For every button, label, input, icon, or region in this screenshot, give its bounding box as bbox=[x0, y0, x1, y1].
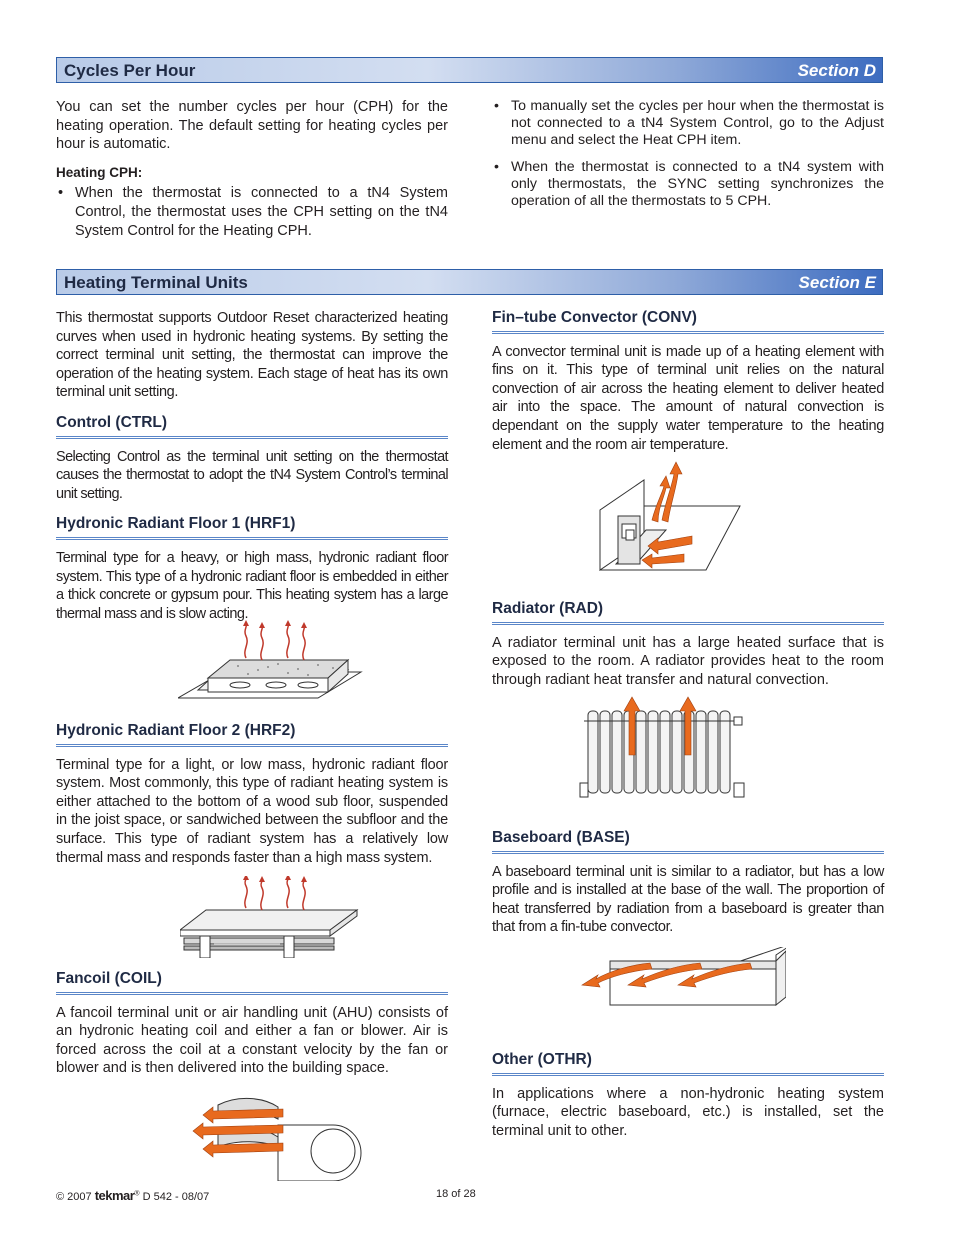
ctrl-text: Selecting Control as the terminal unit setting on the thermostat causes the thermostat to adopt the tN4 System Control’s terminal unit setting. bbox=[56, 448, 448, 502]
section-e-title: Heating Terminal Units bbox=[64, 273, 248, 292]
base-text: A baseboard terminal unit is similar to a radiator, but has a low profile and is installed at the base of the wall. The proportion of heat transferred by radiation from a baseboard is greater than that from a fin-tube convector. bbox=[492, 863, 884, 936]
section-e-left bbox=[56, 309, 448, 623]
section-d-left bbox=[56, 98, 448, 249]
list-item: • When the thermostat is connected to a tN4 System Control, the thermostat uses the CPH setting on the tN4 System Control for the Heating CPH. bbox=[56, 184, 448, 240]
terminal-intro: This thermostat supports Outdoor Reset characterized heating curves when used in hydronic heating systems. By setting the correct terminal unit setting, the thermostat can improve the operation of the heating system. Each stage of heat has its own terminal unit setting. bbox=[56, 310, 448, 401]
radiator-illustration bbox=[578, 695, 750, 803]
coil-heading: Fancoil (COIL) bbox=[56, 970, 448, 995]
copyright: © 2007 bbox=[56, 1191, 92, 1203]
section-d-label: Section D bbox=[797, 61, 876, 80]
ctrl-heading: Control (CTRL) bbox=[56, 414, 448, 439]
section-e-header bbox=[56, 269, 883, 295]
radiant-floor-light-illustration bbox=[180, 876, 360, 958]
cph-intro: You can set the number cycles per hour (CPH) for the heating operation. The default setting for heating cycles per hour is automatic. bbox=[56, 99, 448, 153]
section-d-header bbox=[56, 57, 883, 83]
convector-illustration bbox=[596, 460, 742, 572]
section-e-right bbox=[492, 309, 884, 454]
list-item: • When the thermostat is connected to a tN4 system with only thermostats, the SYNC setting synchronizes the operation of all the thermostats to 5 CPH. bbox=[492, 159, 884, 211]
cph-bullets-left bbox=[56, 184, 448, 240]
page-number: 18 of 28 bbox=[436, 1188, 476, 1200]
section-e-left-2 bbox=[56, 722, 448, 867]
othr-heading: Other (OTHR) bbox=[492, 1051, 884, 1076]
hrf2-heading: Hydronic Radiant Floor 2 (HRF2) bbox=[56, 722, 448, 747]
hrf2-text: Terminal type for a light, or low mass, hydronic radiant floor system. Most commonly, this type of radiant heating system is either attached to the bottom of a wood sub floor, suspended in the joist space, or sandwiched between the subfloor and the surface. This type of radiant system has a relatively low thermal mass and responds faster than a high mass system. bbox=[56, 756, 448, 866]
hrf1-heading: Hydronic Radiant Floor 1 (HRF1) bbox=[56, 515, 448, 540]
section-e-right-3 bbox=[492, 829, 884, 937]
section-e-right-4 bbox=[492, 1051, 884, 1140]
section-e-right-2 bbox=[492, 600, 884, 689]
brand-logo: tekmar bbox=[94, 1188, 135, 1203]
list-item: • To manually set the cycles per hour when the thermostat is not connected to a tN4 System Control, go to the Adjust menu and select the Heat CPH item. bbox=[492, 98, 884, 150]
conv-heading: Fin–tube Convector (CONV) bbox=[492, 309, 884, 334]
section-e-left-3 bbox=[56, 970, 448, 1078]
section-d-title: Cycles Per Hour bbox=[64, 61, 196, 80]
document-number: D 542 - 08/07 bbox=[142, 1191, 210, 1203]
section-d-right bbox=[492, 98, 884, 219]
section-e-label: Section E bbox=[798, 273, 876, 292]
baseboard-illustration bbox=[580, 947, 786, 1009]
conv-text: A convector terminal unit is made up of a heating element with fins on it. This type of terminal unit relies on the natural convection of air across the heating element to deliver heated air into the space. The amount of natural convection is dependant on the supply water temperature to the heating element and the room air temperature. bbox=[492, 343, 884, 453]
othr-text: In applications where a non-hydronic heating system (furnace, electric baseboard, etc.) is installed, set the terminal unit to other. bbox=[492, 1085, 884, 1139]
hrf1-text: Terminal type for a heavy, or high mass, hydronic radiant floor system. This type of a hydronic radiant floor is embedded in either a thick concrete or gypsum pour. This heating system has a large thermal mass and is slow acting. bbox=[56, 549, 448, 622]
heating-cph-subheading: Heating CPH: bbox=[56, 164, 143, 180]
fancoil-illustration bbox=[183, 1085, 365, 1181]
radiant-floor-heavy-illustration bbox=[178, 620, 363, 708]
coil-text: A fancoil terminal unit or air handling unit (AHU) consists of an hydronic heating coil and either a fan or blower. Air is forced across the coil at a constant velocity by the fan or blower and is then delivered into the building space. bbox=[56, 1004, 448, 1077]
rad-text: A radiator terminal unit has a large heated surface that is exposed to the room. A radiator provides heat to the room through radiant heat transfer and natural convection. bbox=[492, 634, 884, 688]
cph-bullets-right bbox=[492, 98, 884, 210]
base-heading: Baseboard (BASE) bbox=[492, 829, 884, 854]
footer-left bbox=[56, 1188, 209, 1203]
rad-heading: Radiator (RAD) bbox=[492, 600, 884, 625]
registered-mark: ® bbox=[134, 1190, 140, 1198]
